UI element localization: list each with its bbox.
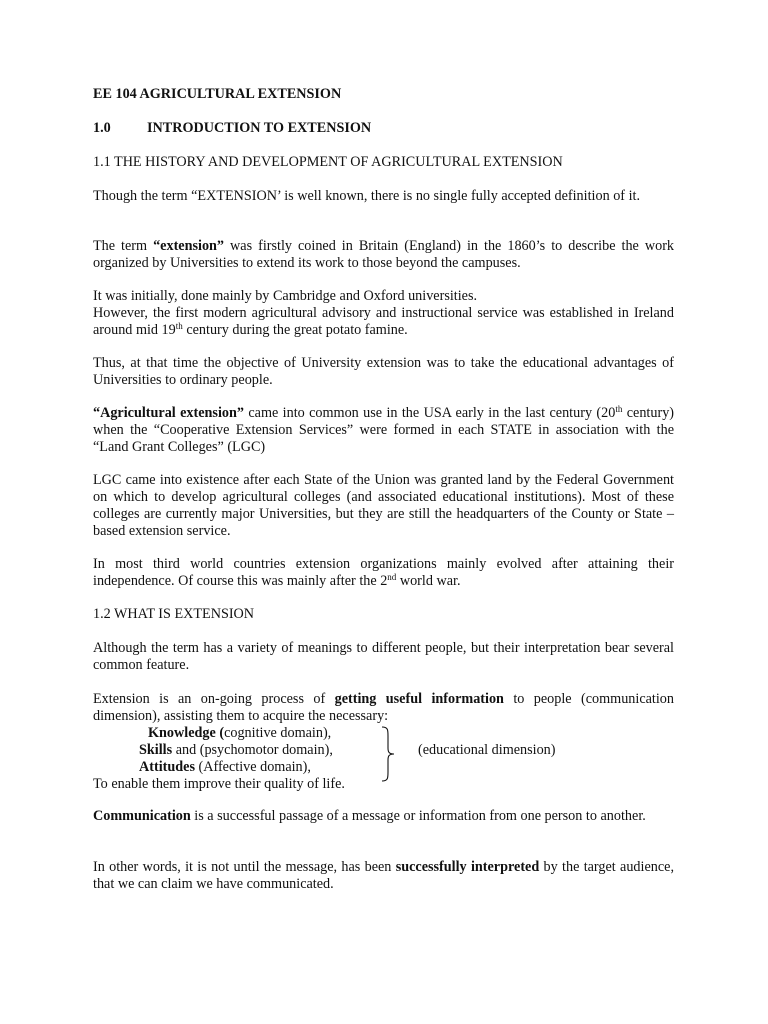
educational-dimension-label: (educational dimension) — [418, 742, 556, 758]
section-1-heading — [93, 120, 674, 137]
p7-superscript: nd — [387, 572, 397, 582]
domain-knowledge — [148, 725, 331, 742]
p2-post: was firstly coined in Britain (England) in the 1860’s to describe the work organized by Universities to extend its work to those beyond the campuses. — [93, 238, 675, 271]
p3-line1: It was initially, done mainly by Cambridge and Oxford universities. — [93, 288, 478, 304]
p11-post: by the target audience, that we can claim we have communicated. — [93, 859, 674, 892]
quality-of-life-line: To enable them improve their quality of life. — [93, 776, 345, 792]
paragraph-third-world — [93, 556, 674, 590]
p9-bold-term: getting useful information — [334, 691, 504, 707]
p2-pre: The term — [93, 238, 154, 254]
p3-line2-post: century during the great potato famine. — [182, 322, 408, 338]
paragraph-term-extension — [93, 238, 674, 272]
paragraph-cambridge-oxford — [93, 288, 674, 339]
section-1-2-heading: 1.2 WHAT IS EXTENSION — [93, 606, 255, 622]
p2-bold-term: “extension” — [153, 238, 225, 254]
section-1-number: 1.0 — [93, 120, 111, 136]
paragraph-meanings: Although the term has a variety of meanings to different people, but their interpretation bear several common feature. — [93, 640, 674, 673]
p7-pre: In most third world countries extension organizations mainly evolved after attaining their independence. Of course this was mainly after the 2 — [93, 556, 674, 589]
p11-pre: In other words, it is not until the message, has been — [93, 859, 396, 875]
p9-pre: Extension is an on-going process of — [93, 691, 335, 707]
p5-bold-term: “Agricultural extension” — [93, 405, 244, 421]
section-1-1-heading: 1.1 THE HISTORY AND DEVELOPMENT OF AGRICULTURAL EXTENSION — [93, 154, 563, 170]
course-title: EE 104 AGRICULTURAL EXTENSION — [93, 86, 342, 102]
domain-knowledge-bold: Knowledge ( — [148, 725, 225, 741]
p5-pre: came into common use in the USA early in the last century (20 — [243, 405, 616, 421]
domain-skills-text: and (psychomotor domain), — [172, 742, 333, 758]
p7-post: world war. — [396, 573, 461, 589]
p11-bold-term: successfully interpreted — [395, 859, 540, 875]
domain-attitudes — [139, 759, 311, 776]
p3-superscript: th — [175, 321, 183, 331]
paragraph-communication — [93, 808, 674, 825]
p5-post: century) when the “Cooperative Extension Services” were formed in each STATE in association with the “Land Grant Colleges” (LGC) — [93, 405, 675, 455]
domain-skills-bold: Skills — [139, 742, 173, 758]
p10-bold-term: Communication — [93, 808, 191, 824]
right-brace-icon — [381, 726, 395, 782]
paragraph-objective: Thus, at that time the objective of University extension was to take the educational advantages of Universities to ordinary people. — [93, 355, 674, 388]
p3-line2-pre: However, the first modern agricultural advisory and instructional service was established in Ireland around mid 19 — [93, 305, 674, 338]
paragraph-on-going-process — [93, 691, 674, 725]
domain-attitudes-bold: Attitudes — [139, 759, 195, 775]
paragraph-definition: Though the term “EXTENSION’ is well known, there is no single fully accepted definition of it. — [93, 188, 641, 204]
domain-knowledge-text: cognitive domain), — [224, 725, 332, 741]
section-1-title: INTRODUCTION TO EXTENSION — [147, 120, 372, 136]
domain-attitudes-text: (Affective domain), — [194, 759, 311, 775]
paragraph-lgc: LGC came into existence after each State of the Union was granted land by the Federal Government on which to develop agricultural colleges (and associated educational institutions). Most of these colleges are currently major Universities, but they are still the headquarters of the County or State – based extension service. — [93, 472, 674, 539]
paragraph-in-other-words — [93, 859, 674, 893]
p10-post: is a successful passage of a message or information from one person to another. — [190, 808, 646, 824]
p5-superscript: th — [615, 404, 623, 414]
paragraph-agricultural-extension — [93, 405, 674, 456]
domain-skills — [139, 742, 333, 759]
p9-post: to people (communication dimension), assisting them to acquire the necessary: — [93, 691, 674, 724]
